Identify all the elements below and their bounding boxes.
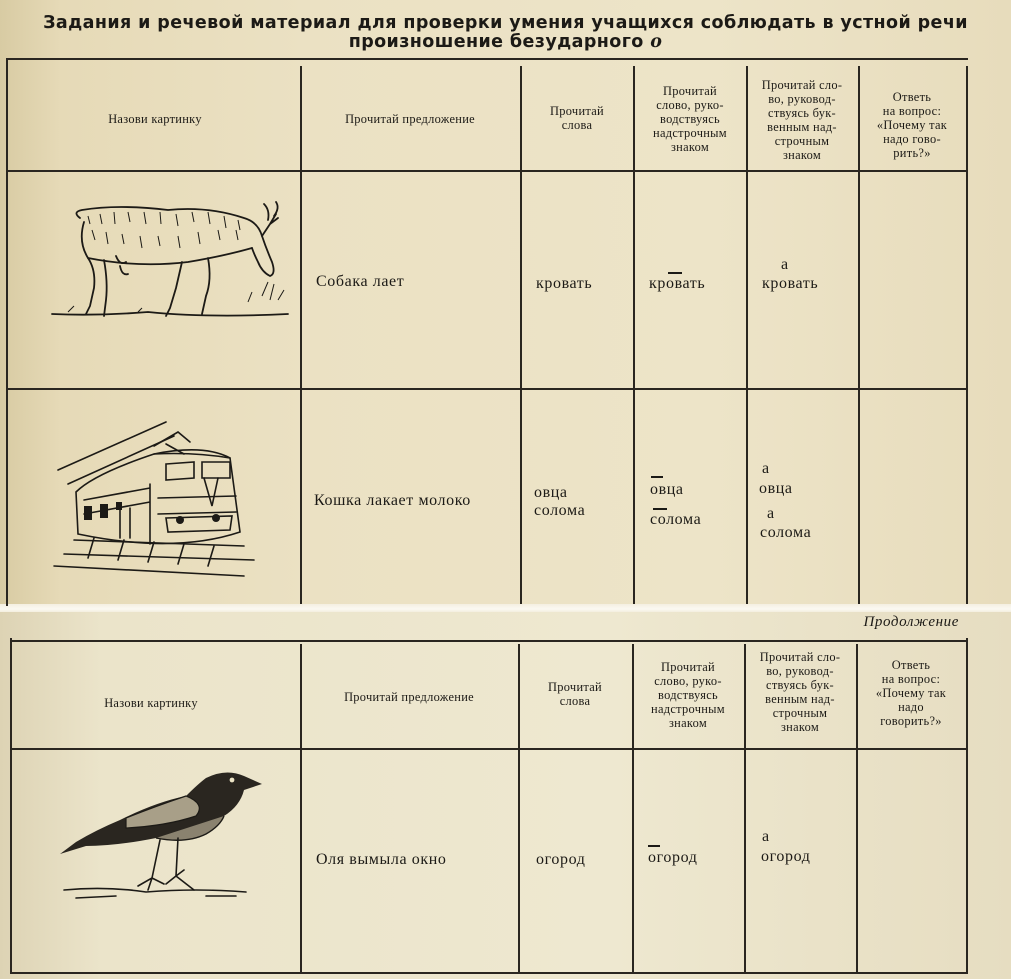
header-read-words: Прочитай слова — [550, 104, 604, 132]
column-divider — [300, 644, 302, 974]
header-read-word-letter: Прочитай сло- во, руковод- ствуясь бук- венным над- строчным знаком — [761, 78, 843, 162]
letter-word-row-2-a: овца — [759, 480, 793, 497]
table-border-top — [6, 58, 968, 60]
crow-picture — [56, 766, 276, 916]
column-divider — [520, 66, 522, 604]
header-read-sentence: Прочитай предложение — [344, 690, 474, 704]
header-answer-question: Ответь на вопрос: «Почему так надо говорить?» — [875, 658, 947, 728]
table-border-left — [6, 58, 8, 606]
letter-mark-row-2-b: а — [767, 505, 775, 522]
sign-word-row-1: кровать — [649, 275, 706, 292]
letter-word-row-1: кровать — [762, 275, 819, 292]
row-divider — [6, 388, 968, 390]
letter-word-row-3: огород — [761, 848, 811, 865]
sign-word-row-3: огород — [648, 849, 698, 866]
header-name-picture: Назови картинку — [108, 112, 202, 126]
header-read-words: Прочитай слова — [548, 680, 602, 708]
words-row-1: кровать — [536, 275, 593, 292]
column-divider — [518, 644, 520, 974]
table-border-left — [10, 638, 12, 974]
letter-mark-row-1: а — [781, 256, 789, 273]
table-border-top — [10, 640, 968, 642]
column-divider — [633, 66, 635, 604]
sentence-row-3: Оля вымыла окно — [316, 851, 447, 868]
words-row-3: огород — [536, 851, 586, 868]
letter-word-row-2-b: солома — [760, 524, 812, 541]
table-border-right — [966, 66, 968, 604]
sentence-row-1: Собака лает — [316, 273, 405, 290]
sign-word-row-2-a: овца — [650, 481, 684, 498]
header-divider — [6, 170, 968, 172]
sentence-row-2: Кошка лакает молоко — [314, 492, 471, 509]
table-border-right — [966, 638, 968, 974]
header-read-sentence: Прочитай предложение — [345, 112, 475, 126]
table-border-bottom — [10, 972, 968, 974]
title-line-1: Задания и речевой материал для проверки умения учащихся соблюдать в устной речи — [43, 13, 968, 33]
header-read-word-letter: Прочитай сло- во, руковод- ствуясь бук- венным над- строчным знаком — [759, 650, 841, 734]
header-read-word-sign: Прочитай слово, руко- водствуясь надстрочным знаком — [653, 84, 727, 154]
title-line-2: произношение безударного о — [348, 32, 663, 52]
page-title — [0, 14, 1011, 52]
continuation-label: Продолжение — [863, 614, 959, 630]
letter-mark-row-3: а — [762, 828, 770, 845]
words-row-2-a: овца — [534, 484, 568, 501]
electric-train-picture — [54, 414, 294, 584]
stress-bar — [648, 845, 660, 847]
stress-bar — [651, 476, 663, 478]
words-row-2-b: солома — [534, 502, 586, 519]
goat-picture — [48, 196, 298, 326]
header-answer-question: Ответь на вопрос: «Почему так надо гово- рить?» — [876, 90, 948, 160]
letter-mark-row-2-a: а — [762, 460, 770, 477]
sign-word-row-2-b: солома — [650, 511, 702, 528]
header-read-word-sign: Прочитай слово, руко- водствуясь надстрочным знаком — [651, 660, 725, 730]
header-divider — [10, 748, 968, 750]
column-divider — [300, 66, 302, 604]
header-name-picture: Назови картинку — [104, 696, 198, 710]
